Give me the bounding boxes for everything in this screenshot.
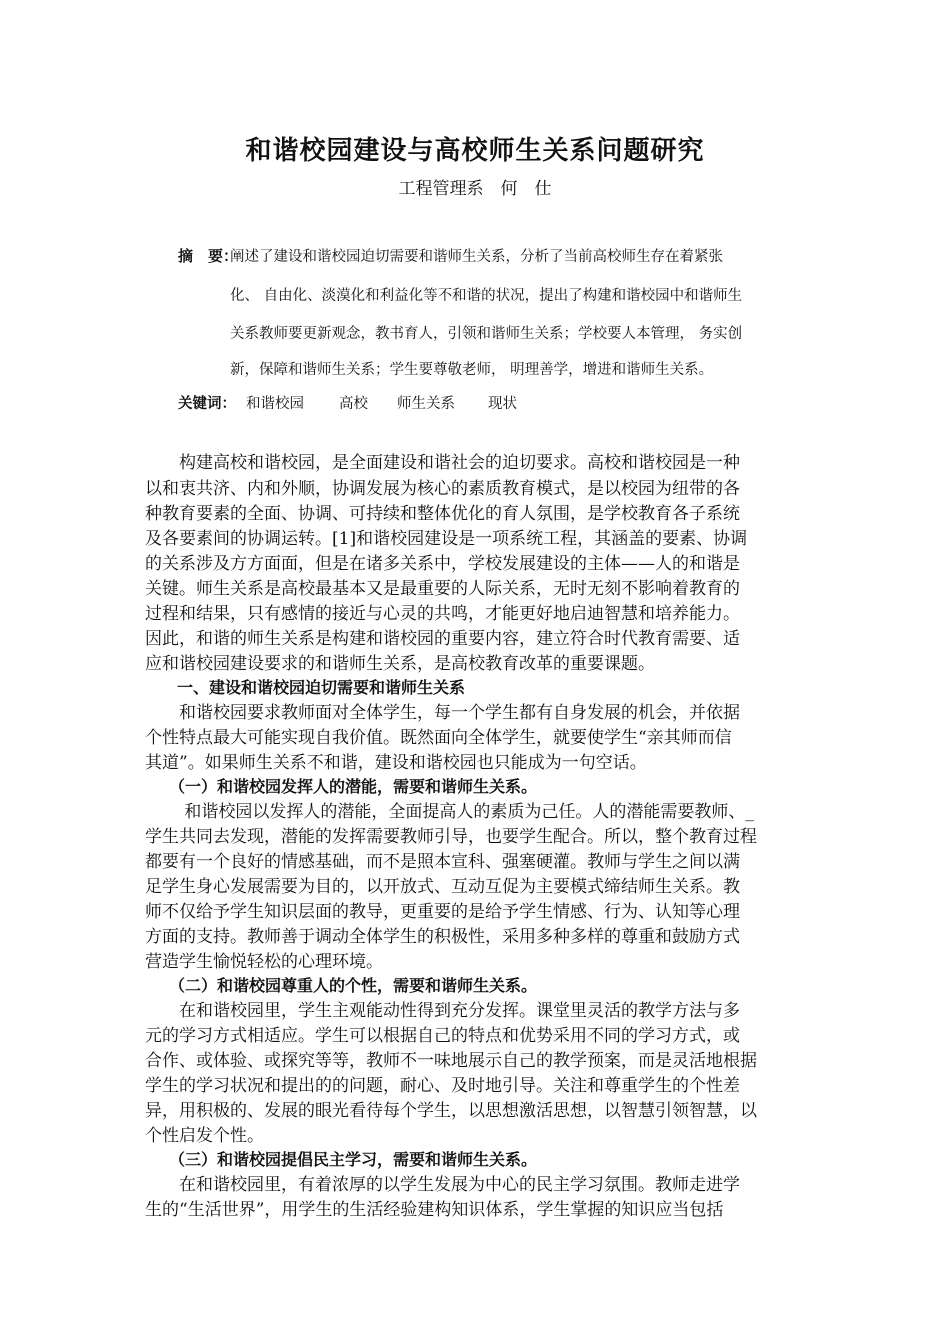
body-line: 及各要素间的协调运转。[1]和谐校园建设是一项系统工程，其涵盖的要素、协调 xyxy=(145,529,748,549)
keyword-item: 和谐校园 xyxy=(246,396,304,412)
body-line: 关键。师生关系是高校最基本又是最重要的人际关系，无时无刻不影响着教育的 xyxy=(145,579,740,599)
body-line: 的关系涉及方方面面，但是在诸多关系中，学校发展建设的主体——人的和谐是 xyxy=(145,554,740,574)
body-line: 都要有一个良好的情感基础，而不是照本宣科、强塞硬灌。教师与学生之间以满 xyxy=(145,852,740,872)
abstract-line: 阐述了建设和谐校园迫切需要和谐师生关系，分析了当前高校师生存在着紧张 xyxy=(230,249,723,265)
body-line: 因此，和谐的师生关系是构建和谐校园的重要内容，建立符合时代教育需要、适 xyxy=(145,629,740,649)
section-heading: 一、建设和谐校园迫切需要和谐师生关系 xyxy=(145,678,466,697)
body-line: 和谐校园要求教师面对全体学生，每一个学生都有自身发展的机会，并依据 xyxy=(145,703,740,723)
body-line: 个性启发个性。 xyxy=(145,1126,264,1146)
abstract-label: 摘 要： xyxy=(178,247,239,265)
abstract-line: 关系教师要更新观念，教书育人，引领和谐师生关系；学校要人本管理， 务实创 xyxy=(230,326,743,342)
subsection-heading: （二）和谐校园尊重人的个性，需要和谐师生关系。 xyxy=(145,976,538,995)
body-line: 足学生身心发展需要为目的，以开放式、互动互促为主要模式缔结师生关系。教 xyxy=(145,877,740,897)
body-line: 营造学生愉悦轻松的心理环境。 xyxy=(145,952,383,972)
body-line: 师不仅给予学生知识层面的教导，更重要的是给予学生情感、行为、认知等心理 xyxy=(145,902,740,922)
keyword-item: 高校 xyxy=(339,396,368,412)
body-line: 在和谐校园里，学生主观能动性得到充分发挥。课堂里灵活的教学方法与多 xyxy=(145,1001,740,1021)
subsection-heading: （一）和谐校园发挥人的潜能，需要和谐师生关系。 xyxy=(145,777,538,796)
body-line: 方面的支持。教师善于调动全体学生的积极性，采用多种多样的尊重和鼓励方式 xyxy=(145,927,740,947)
keyword-item: 现状 xyxy=(488,396,517,412)
body-line: 生的“生活世界”，用学生的生活经验建构知识体系，学生掌握的知识应当包括 xyxy=(145,1200,724,1220)
body-line: 种教育要素的全面、协调、可持续和整体优化的育人氛围，是学校教育各子系统 xyxy=(145,504,740,524)
abstract-line: 新，保障和谐师生关系；学生要尊敬老师， 明理善学，增进和谐师生关系。 xyxy=(230,362,714,378)
page-title: 和谐校园建设与高校师生关系问题研究 xyxy=(245,136,705,166)
body-line: 在和谐校园里，有着浓厚的以学生发展为中心的民主学习氛围。教师走进学 xyxy=(145,1175,740,1195)
body-line: 以和衷共济、内和外顺，协调发展为核心的素质教育模式，是以校园为纽带的各 xyxy=(145,479,740,499)
body-line: 过程和结果，只有感情的接近与心灵的共鸣，才能更好地启迪智慧和培养能力。 xyxy=(145,604,740,624)
keyword-item: 师生关系 xyxy=(397,396,455,412)
keywords-label: 关键词： xyxy=(178,396,236,412)
body-line: 个性特点最大可能实现自我价值。既然面向全体学生，就要使学生“亲其师而信 xyxy=(145,728,732,748)
body-line: 合作、或体验、或探究等等，教师不一味地展示自己的教学预案，而是灵活地根据 xyxy=(145,1051,757,1071)
abstract-line: 化、 自由化、淡漠化和利益化等不和谐的状况，提出了构建和谐校园中和谐师生 xyxy=(230,288,743,304)
subsection-heading: （三）和谐校园提倡民主学习，需要和谐师生关系。 xyxy=(145,1150,538,1169)
body-line: 其道”。如果师生关系不和谐，建设和谐校园也只能成为一句空话。 xyxy=(145,753,647,773)
body-line: 元的学习方式相适应。学生可以根据自己的特点和优势采用不同的学习方式，或 xyxy=(145,1026,740,1046)
body-line: 学生共同去发现，潜能的发挥需要教师引导，也要学生配合。所以，整个教育过程 xyxy=(145,827,757,847)
body-line: 应和谐校园建设要求的和谐师生关系，是高校教育改革的重要课题。 xyxy=(145,654,655,674)
body-line: 异，用积极的、发展的眼光看待每个学生，以思想激活思想，以智慧引领智慧，以 xyxy=(145,1101,757,1121)
body-line: 学生的学习状况和提出的的问题，耐心、及时地引导。关注和尊重学生的个性差 xyxy=(145,1076,740,1096)
author-line: 工程管理系 何 仕 xyxy=(398,179,552,199)
body-line: 构建高校和谐校园，是全面建设和谐社会的迫切要求。高校和谐校园是一种 xyxy=(145,453,740,473)
body-line: 和谐校园以发挥人的潜能，全面提高人的素质为己任。人的潜能需要教师、_ xyxy=(145,802,754,822)
